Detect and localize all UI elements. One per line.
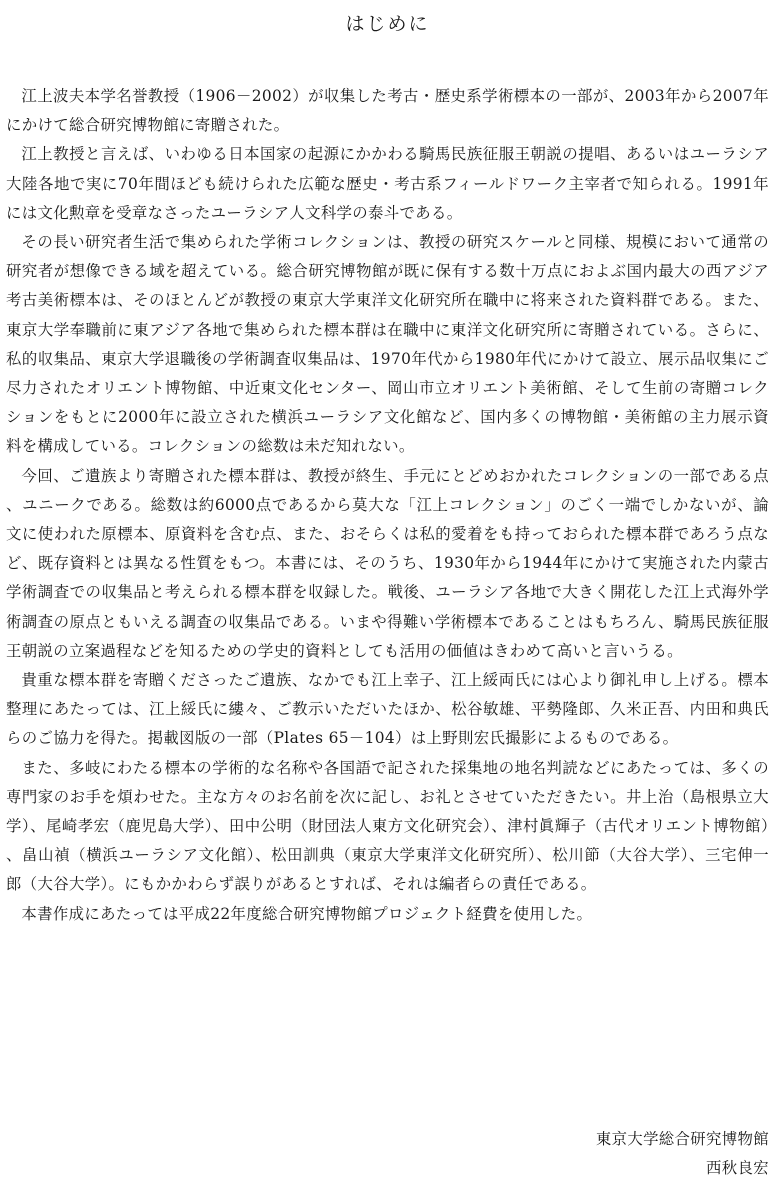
paragraph-7: 本書作成にあたっては平成22年度総合研究博物館プロジェクト経費を使用した。: [21, 904, 593, 923]
signature-block: [596, 1125, 769, 1183]
document-body: [6, 82, 769, 929]
paragraph-2: 江上教授と言えば、いわゆる日本国家の起源にかかわる騎馬民族征服王朝説の提唱、あるいはユーラシア大陸各地で実に70年間ほども続けられた広範な歴史・考古系フィールドワーク主宰者で知られる。1991年には文化勲章を受章なさったユーラシア人文科学の泰斗である。: [6, 145, 769, 222]
paragraph-4: 今回、ご遺族より寄贈された標本群は、教授が終生、手元にとどめおかれたコレクションの一部である点、ユニークである。総数は約6000点であるから莫大な「江上コレクション」のごく一端でしかないが、論文に使われた原標本、原資料を含む点、また、おそらくは私的愛着をも持っておられた標本群であろう点など、既存資料とは異なる性質をもつ。本書には、そのうち、1930年から1944年にかけて実施された内蒙古学術調査での収集品と考えられる標本群を収録した。戦後、ユーラシア各地で大きく開花した江上式海外学術調査の原点ともいえる調査の収集品である。いまや得難い学術標本であることはもちろん、騎馬民族征服王朝説の立案過程などを知るための学史的資料としても活用の価値はきわめて高いと言いうる。: [6, 466, 769, 660]
paragraph-6: また、多岐にわたる標本の学術的な名称や各国語で記された採集地の地名判読などにあたっては、多くの専門家のお手を煩わせた。主な方々のお名前を次に記し、お礼とさせていただきたい。井上治（島根県立大学）、尾崎孝宏（鹿児島大学）、田中公明（財団法人東方文化研究会）、津村眞輝子（古代オリエント博物館）、畠山禎（横浜ユーラシア文化館）、松田訓典（東京大学東洋文化研究所）、松川節（大谷大学）、三宅伸一郎（大谷大学）。にもかかわらず誤りがあるとすれば、それは編者らの責任である。: [6, 758, 769, 894]
signature-institution: 東京大学総合研究博物館: [595, 1130, 769, 1148]
paragraph-1: 江上波夫本学名誉教授（1906－2002）が収集した考古・歴史系学術標本の一部が、2003年から2007年にかけて総合研究博物館に寄贈された。: [6, 87, 769, 135]
paragraph-5: 貴重な標本群を寄贈くださったご遺族、なかでも江上幸子、江上綏両氏には心より御礼申し上げる。標本整理にあたっては、江上綏氏に縷々、ご教示いただいたほか、松谷敏雄、平勢隆郎、久米正吾、内田和典氏らのご協力を得た。掲載図版の一部（Plates 65－104）は上野則宏氏撮影によるものである。: [6, 671, 769, 748]
page-title: はじめに: [345, 13, 430, 35]
signature-author: 西秋良宏: [706, 1159, 769, 1177]
paragraph-3: その長い研究者生活で集められた学術コレクションは、教授の研究スケールと同様、規模において通常の研究者が想像できる域を超えている。総合研究博物館が既に保有する数十万点におよぶ国内最大の西アジア考古美術標本は、そのほとんどが教授の東京大学東洋文化研究所在職中に将来された資料群である。また、東京大学奉職前に東アジア各地で集められた標本群は在職中に東洋文化研究所に寄贈されている。さらに、私的収集品、東京大学退職後の学術調査収集品は、1970年代から1980年代にかけて設立、展示品収集にご尽力されたオリエント博物館、中近東文化センター、岡山市立オリエント美術館、そして生前の寄贈コレクションをもとに2000年に設立された横浜ユーラシア文化館など、国内多くの博物館・美術館の主力展示資料を構成している。コレクションの総数は未だ知れない。: [6, 233, 769, 456]
